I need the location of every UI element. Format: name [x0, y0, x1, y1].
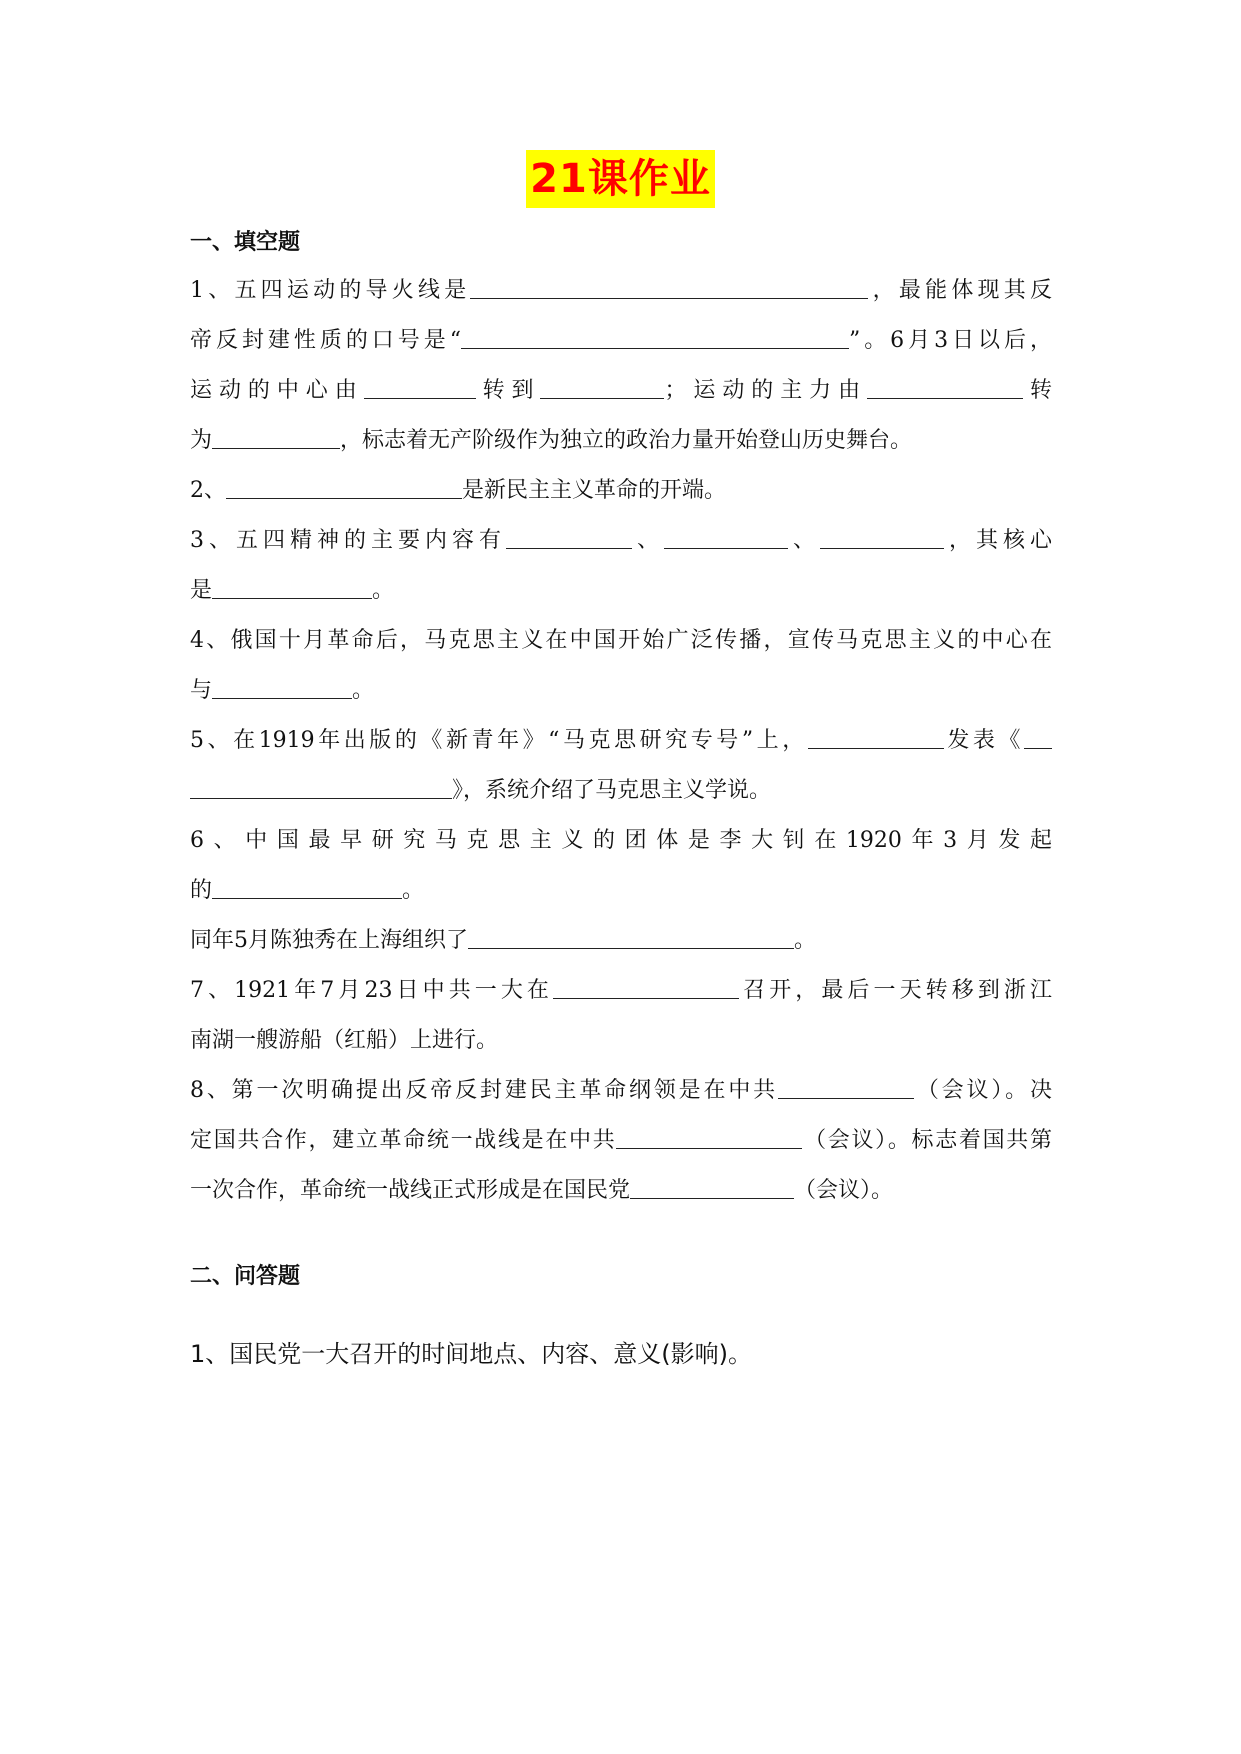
text: 5、在1919年出版的《新青年》“马克思研究专号”上， — [190, 728, 808, 753]
text: 是新民主主义革命的开端。 — [462, 478, 727, 503]
q6-line2 — [190, 876, 1052, 906]
text: 2、 — [190, 478, 226, 503]
text: 1、五四运动的导火线是 — [190, 278, 471, 303]
q4-line1 — [190, 626, 1052, 656]
q4-line2 — [190, 676, 1052, 706]
text: 。 — [352, 678, 375, 703]
blank-field[interactable] — [616, 1126, 802, 1149]
qa-question-1: 1、国民党一大召开的时间地点、内容、意义(影响)。 — [190, 1340, 752, 1368]
title-wrap — [0, 150, 1241, 208]
q7-line2 — [190, 1026, 1052, 1056]
q1-line4 — [190, 426, 1052, 456]
text: 的 — [190, 878, 213, 903]
blank-field[interactable] — [212, 426, 340, 449]
text: 》，系统介绍了马克思主义学说。 — [452, 778, 772, 803]
q6-line1 — [190, 826, 1052, 856]
text: 帝反封建性质的口号是“ — [190, 328, 461, 353]
text: 6、中国最早研究马克思主义的团体是李大钊在1920年3月发起 — [190, 828, 1052, 853]
blank-field[interactable] — [212, 876, 402, 899]
blank-field[interactable] — [470, 276, 868, 299]
q1-line1 — [190, 276, 1052, 306]
text: 南湖一艘游船（红船）上进行。 — [190, 1028, 499, 1053]
text: 一次合作，革命统一战线正式形成是在国民党 — [190, 1178, 631, 1203]
blank-field[interactable] — [468, 926, 794, 949]
q3-line1 — [190, 526, 1052, 556]
text: （会议）。决 — [914, 1078, 1052, 1103]
text: 8、第一次明确提出反帝反封建民主革命纲领是在中共 — [190, 1078, 778, 1103]
text: 为 — [190, 428, 213, 453]
text: （会议）。 — [794, 1178, 894, 1203]
q6-line3 — [190, 926, 1052, 956]
blank-field[interactable] — [808, 726, 944, 749]
text: 3、五四精神的主要内容有 — [190, 528, 506, 553]
q7-line1 — [190, 976, 1052, 1006]
section-heading-fill-in: 一、填空题 — [190, 230, 301, 255]
text: 。 — [794, 928, 817, 953]
q8-line1 — [190, 1076, 1052, 1106]
blank-field[interactable] — [461, 326, 849, 349]
q1-line2 — [190, 326, 1052, 356]
text: ”。6月3日以后， — [848, 328, 1053, 353]
text: 。 — [372, 578, 395, 603]
blank-field[interactable] — [867, 376, 1023, 399]
blank-field[interactable] — [212, 676, 352, 699]
blank-field[interactable] — [364, 376, 476, 399]
text: 4、俄国十月革命后，马克思主义在中国开始广泛传播，宣传马克思主义的中心在 — [190, 628, 1052, 653]
text: 与 — [190, 678, 213, 703]
q8-line2 — [190, 1126, 1052, 1156]
text: 7、1921年7月23日中共一大在 — [190, 978, 554, 1003]
blank-field[interactable] — [506, 526, 632, 549]
text: ；运动的主力由 — [664, 378, 868, 403]
section-heading-qa: 二、问答题 — [190, 1264, 301, 1289]
text: 、 — [787, 528, 820, 553]
text: ，其核心 — [943, 528, 1052, 553]
text: ，标志着无产阶级作为独立的政治力量开始登山历史舞台。 — [340, 428, 913, 453]
blank-field[interactable] — [540, 376, 664, 399]
text: ，最能体现其反 — [868, 278, 1052, 303]
text: 是 — [190, 578, 213, 603]
blank-field[interactable] — [664, 526, 788, 549]
text: 召开，最后一天转移到浙江 — [739, 978, 1052, 1003]
blank-field[interactable] — [553, 976, 739, 999]
text: 转 — [1023, 378, 1052, 403]
q5-line2 — [190, 776, 1052, 806]
q8-line3 — [190, 1176, 1052, 1206]
text: 同年5月陈独秀在上海组织了 — [190, 928, 468, 953]
blank-field[interactable] — [820, 526, 944, 549]
text: 发表《 — [943, 728, 1024, 753]
text: 转到 — [475, 378, 541, 403]
q3-line2 — [190, 576, 1052, 606]
page-title: 21课作业 — [526, 150, 715, 208]
text: 、 — [631, 528, 664, 553]
blank-field[interactable] — [778, 1076, 914, 1099]
q1-line3 — [190, 376, 1052, 406]
blank-field[interactable] — [226, 476, 462, 499]
blank-field[interactable] — [1024, 726, 1052, 749]
text: 运动的中心由 — [190, 378, 364, 403]
q5-line1 — [190, 726, 1052, 756]
blank-field[interactable] — [630, 1176, 794, 1199]
text: （会议）。标志着国共第 — [802, 1128, 1052, 1153]
text: 定国共合作，建立革命统一战线是在中共 — [190, 1128, 617, 1153]
blank-field[interactable] — [190, 776, 452, 799]
text: 。 — [402, 878, 425, 903]
q2-line1 — [190, 476, 1052, 506]
blank-field[interactable] — [212, 576, 372, 599]
